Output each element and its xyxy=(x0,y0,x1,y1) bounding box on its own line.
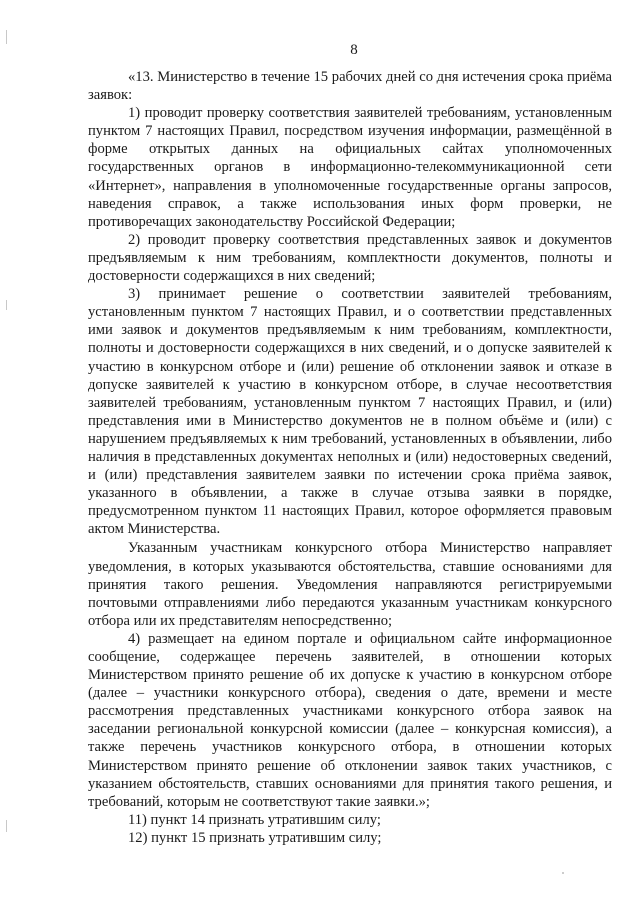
scan-dot xyxy=(562,872,564,874)
paragraph-item-4: 4) размещает на едином портале и официальном сайте информационное сообщение, содержащее перечень заявителей, в отношении которых Министерством принято решение об их допуске к участию в конкурсном отборе (далее – участники конкурсного отбора), сведения о дате, времени и месте рассмотрения представленных участниками конкурсного отбора заявок на заседании региональной конкурсной комиссии (далее – конкурсная комиссия), а также перечень участников конкурсного отбора, в отношении которых Министерством принято решение об отклонении заявок таких участников, с указанием обстоятельств, ставших основаниями для принятия такого решения, и требований, которым не соответствуют такие заявки.»; xyxy=(88,630,612,810)
scan-edge-mark xyxy=(6,300,7,310)
paragraph-item-3: 3) принимает решение о соответствии заявителей требованиям, установленным пунктом 7 настоящих Правил, и о соответствии представленных ими заявок и документов предъявляемым к ним требованиям, комплектности, полноты и достоверности содержащихся в них сведений, и о допуске заявителей к участию в конкурсном отборе и (или) решение об отклонении заявок и отказе в допуске заявителей к участию в конкурсном отборе, в случае несоответствия заявителей требованиям, установленным пунктом 7 настоящих Правил, и (или) представления ими в Министерство документов не в полном объёме и (или) с нарушением предъявляемых к ним требований, установленных в объявлении, либо наличия в представленных документах неполных и (или) недостоверных сведений, и (или) представления заявителем заявки по истечении срока приёма заявок, указанного в объявлении, а также в случае отзыва заявки в порядке, предусмотренном пунктом 11 настоящих Правил, которое оформляется правовым актом Министерства. xyxy=(88,286,612,538)
scan-edge-mark xyxy=(6,820,7,832)
paragraph-notification: Указанным участникам конкурсного отбора Министерство направляет уведомления, в которых указываются обстоятельства, ставшие основаниями для принятия такого решения. Уведомления направляются регистрируемыми почтовыми отправлениями либо передаются указанным участникам конкурсного отбора или их представителям непосредственно; xyxy=(88,540,612,629)
document-body xyxy=(88,68,612,847)
scan-edge-mark xyxy=(6,30,7,44)
paragraph-intro: «13. Министерство в течение 15 рабочих дней со дня истечения срока приёма заявок: xyxy=(88,69,612,104)
paragraph-item-2: 2) проводит проверку соответствия представленных заявок и документов предъявляемым к ним требованиям, комплектности документов, полноты и достоверности содержащихся в них сведений; xyxy=(88,231,612,285)
paragraph-item-11: 11) пункт 14 признать утратившим силу; xyxy=(128,811,381,828)
paragraph-item-1: 1) проводит проверку соответствия заявителей требованиям, установленным пунктом 7 настоящих Правил, посредством изучения информации, размещённой в форме открытых данных на официальных сайтах уполномоченных государственных органов в информационно-телекоммуникационной сети «Интернет», направления в уполномоченные государственные органы запросов, наведения справок, а также использования иных форм проверки, не противоречащих законодательству Российской Федерации; xyxy=(88,105,612,230)
page-number: 8 xyxy=(350,42,358,58)
paragraph-item-12: 12) пункт 15 признать утратившим силу; xyxy=(128,829,382,846)
